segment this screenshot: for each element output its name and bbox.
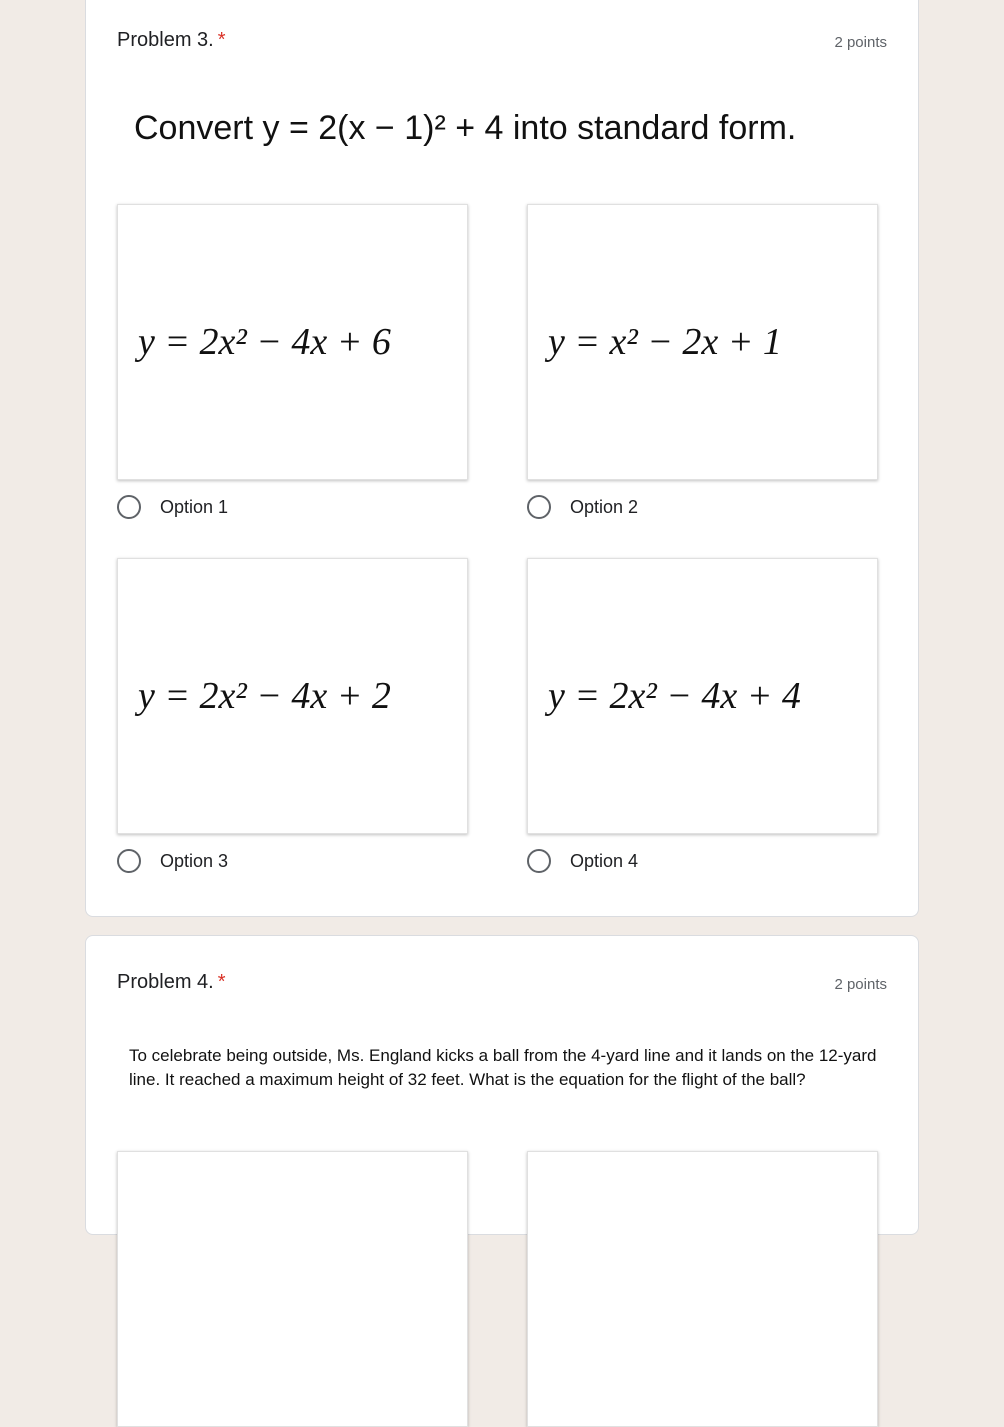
points-label: 2 points	[834, 976, 887, 993]
question-title-text: Problem 4.	[117, 971, 214, 993]
option-4-image[interactable]	[527, 558, 878, 834]
option-1-image[interactable]	[117, 1151, 468, 1427]
option-3-image[interactable]	[117, 558, 468, 834]
required-asterisk: *	[217, 971, 226, 993]
radio-circle-icon[interactable]	[527, 495, 551, 519]
required-asterisk: *	[217, 29, 226, 51]
radio-circle-icon[interactable]	[527, 849, 551, 873]
option-1-radio[interactable]	[117, 495, 228, 519]
option-2-radio[interactable]	[527, 495, 638, 519]
problem-4-card	[85, 935, 919, 1235]
points-label: 2 points	[834, 34, 887, 51]
option-1-equation: y = 2x² − 4x + 6	[138, 321, 391, 363]
radio-circle-icon[interactable]	[117, 849, 141, 873]
question-image-text: Convert y = 2(x − 1)² + 4 into standard form.	[134, 109, 797, 147]
question-title	[117, 971, 226, 994]
radio-circle-icon[interactable]	[117, 495, 141, 519]
problem-3-card	[85, 0, 919, 917]
question-image-text: To celebrate being outside, Ms. England kicks a ball from the 4-yard line and it lands on the 12-yard line. It reached a maximum height of 32 feet. What is the equation for the flight of the ball?	[129, 1046, 877, 1089]
option-2-image[interactable]	[527, 204, 878, 480]
option-label: Option 1	[160, 496, 229, 517]
option-2-equation: y = x² − 2x + 1	[548, 321, 782, 363]
option-1-image[interactable]	[117, 204, 468, 480]
option-4-radio[interactable]	[527, 849, 638, 873]
question-title	[117, 29, 226, 52]
option-2-image[interactable]	[527, 1151, 878, 1427]
option-label: Option 2	[570, 496, 639, 517]
option-label: Option 4	[570, 850, 639, 871]
option-3-radio[interactable]	[117, 849, 228, 873]
option-label: Option 3	[160, 850, 229, 871]
option-3-equation: y = 2x² − 4x + 2	[138, 675, 391, 717]
question-title-text: Problem 3.	[117, 29, 214, 51]
option-4-equation: y = 2x² − 4x + 4	[548, 675, 801, 717]
